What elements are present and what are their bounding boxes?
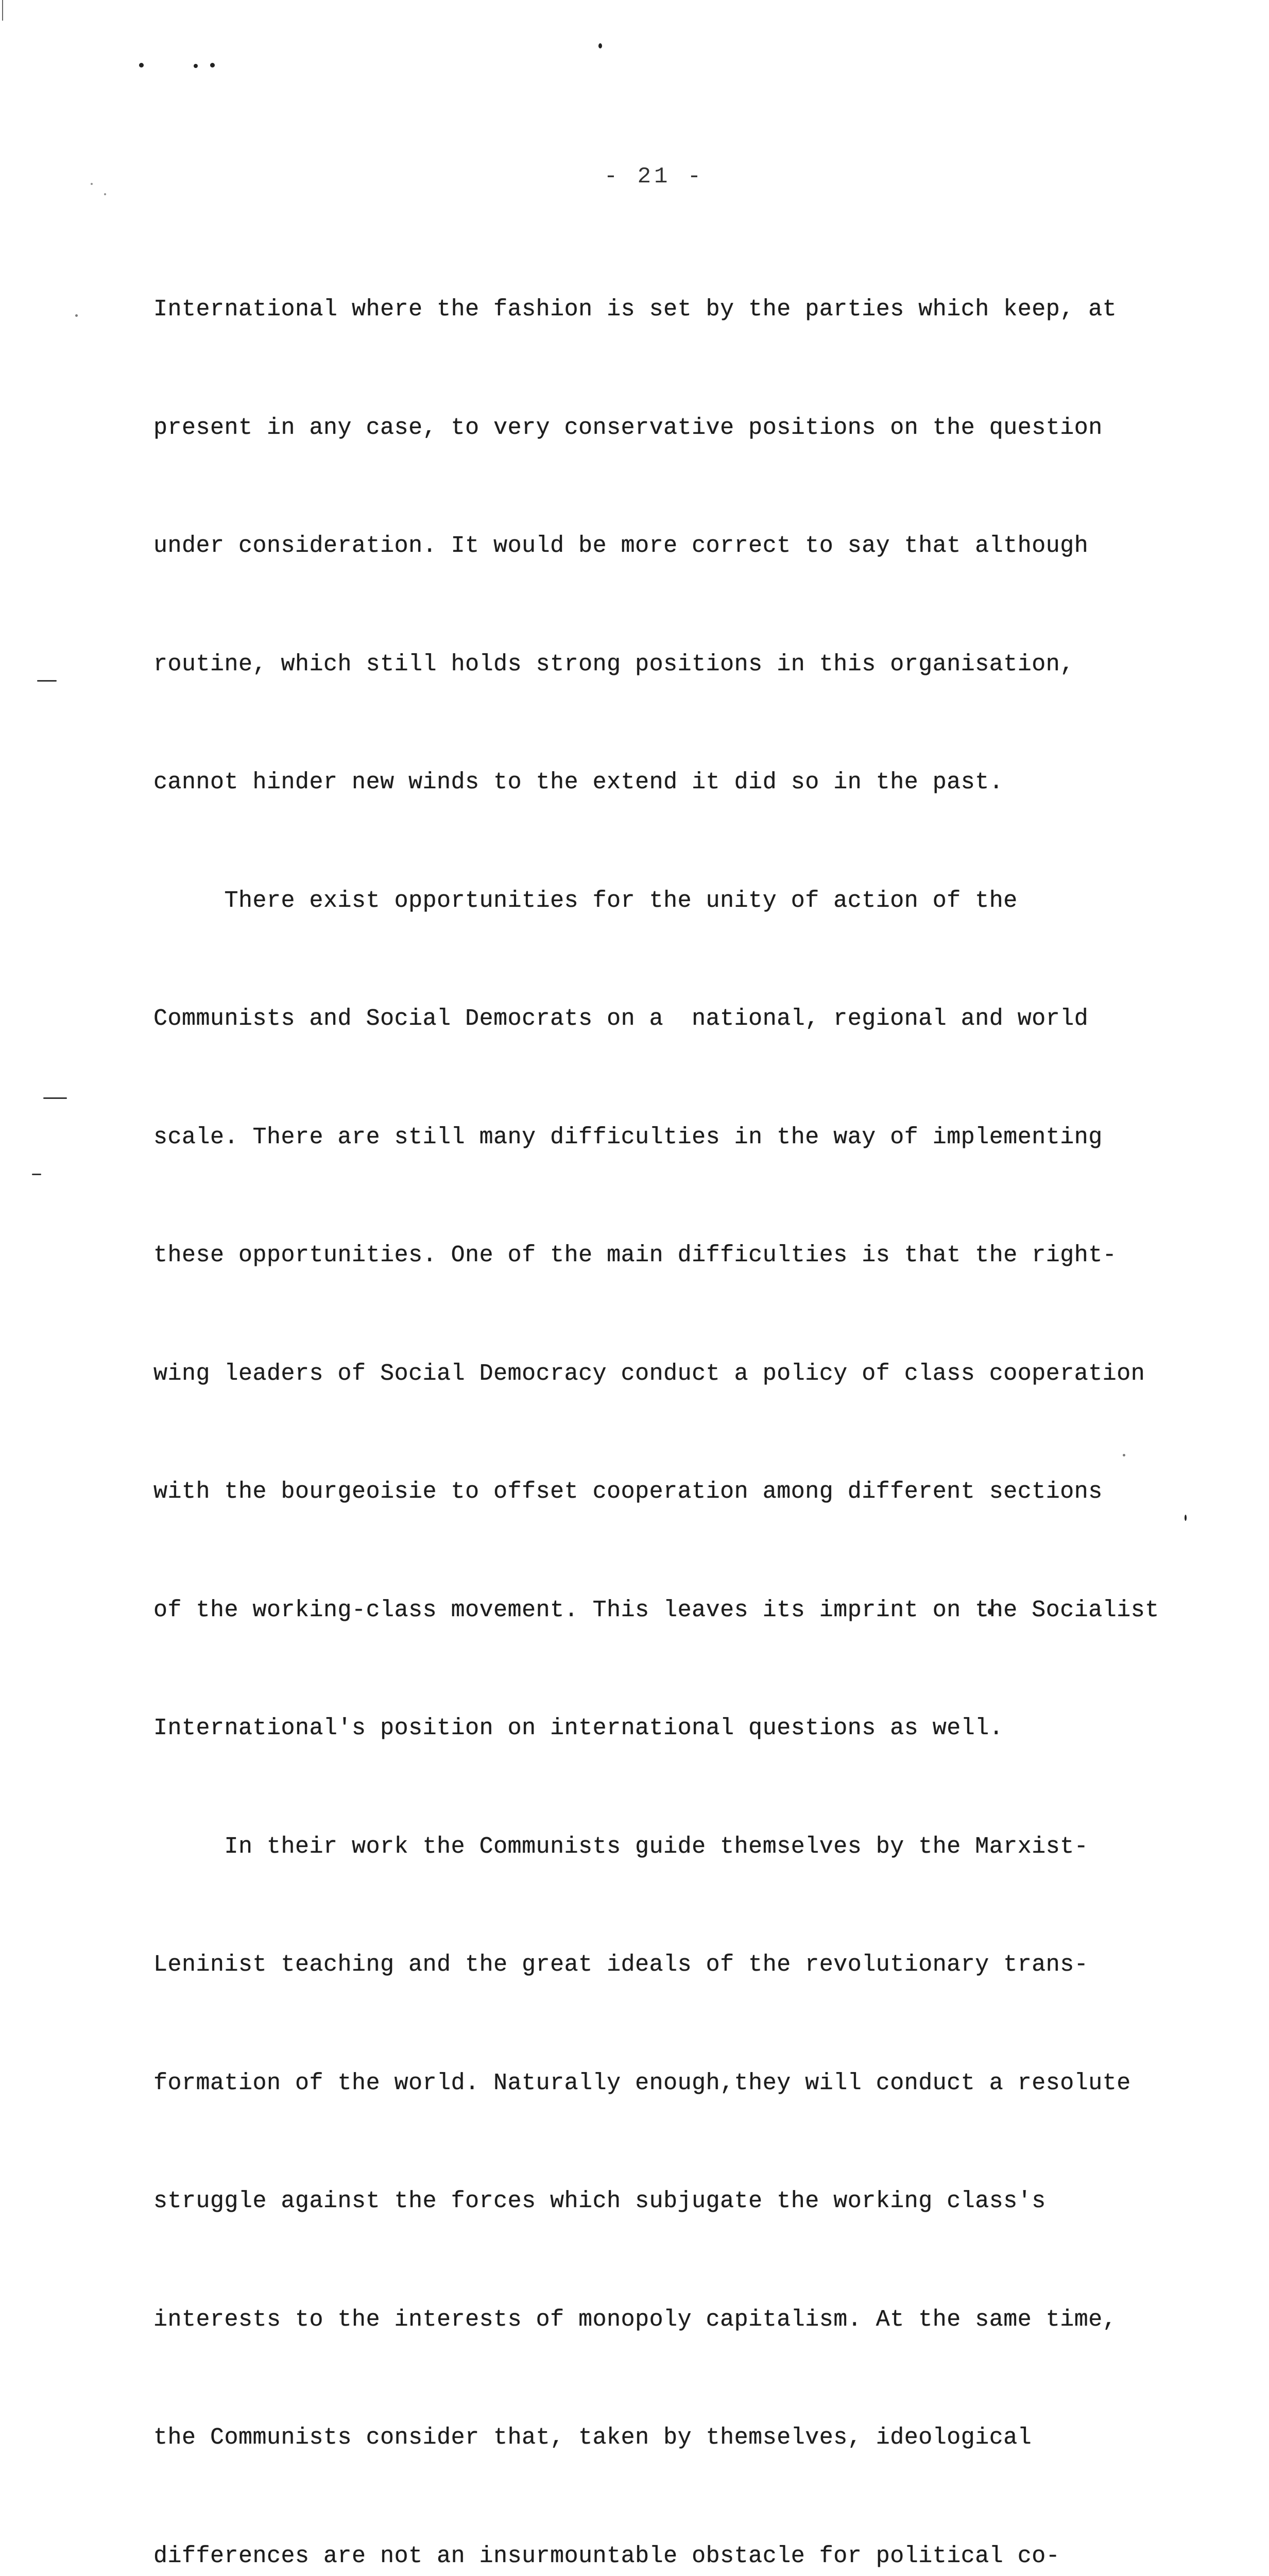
scan-speck (139, 63, 144, 67)
text-line: There exist opportunities for the unity of action of the (153, 882, 1256, 921)
body-text (153, 211, 1256, 2576)
text-line: these opportunities. One of the main difficulties is that the right- (153, 1236, 1256, 1276)
text-line: formation of the world. Naturally enough,they will conduct a resolute (153, 2064, 1256, 2104)
text-line: differences are not an insurmountable obstacle for political co- (153, 2537, 1256, 2576)
text-line: In their work the Communists guide themselves by the Marxist- (153, 1827, 1256, 1867)
text-line: interests to the interests of monopoly capitalism. At the same time, (153, 2300, 1256, 2340)
scan-margin-mark (37, 680, 57, 682)
text-line: of the working-class movement. This leaves its imprint on the Socialist (153, 1591, 1256, 1631)
text-line: International's position on international questions as well. (153, 1709, 1256, 1749)
text-line: Leninist teaching and the great ideals of the revolutionary trans- (153, 1945, 1256, 1985)
scan-speck (194, 64, 198, 68)
scan-speck (210, 63, 215, 67)
scan-margin-mark (43, 1097, 67, 1099)
scan-speck (91, 183, 93, 185)
scan-speck (75, 314, 78, 317)
scan-speck (104, 193, 106, 195)
text-line: wing leaders of Social Democracy conduct a policy of class cooperation (153, 1354, 1256, 1394)
text-line: cannot hinder new winds to the extend it did so in the past. (153, 763, 1256, 803)
text-line: routine, which still holds strong positions in this organisation, (153, 645, 1256, 685)
text-line: International where the fashion is set by the parties which keep, at (153, 290, 1256, 330)
text-line: with the bourgeoisie to offset cooperation among different sections (153, 1472, 1256, 1512)
text-line: struggle against the forces which subjugate the working class's (153, 2182, 1256, 2222)
scan-speck (598, 43, 602, 48)
text-line: present in any case, to very conservative positions on the question (153, 409, 1256, 448)
text-line: under consideration. It would be more correct to say that although (153, 527, 1256, 566)
scan-margin-mark (32, 1174, 41, 1175)
scan-edge-mark (2, 0, 3, 21)
text-line: Communists and Social Democrats on a national, regional and world (153, 999, 1256, 1039)
text-line: scale. There are still many difficulties in the way of implementing (153, 1118, 1256, 1158)
text-line: the Communists consider that, taken by themselves, ideological (153, 2418, 1256, 2458)
page-number: - 21 - (592, 164, 716, 190)
